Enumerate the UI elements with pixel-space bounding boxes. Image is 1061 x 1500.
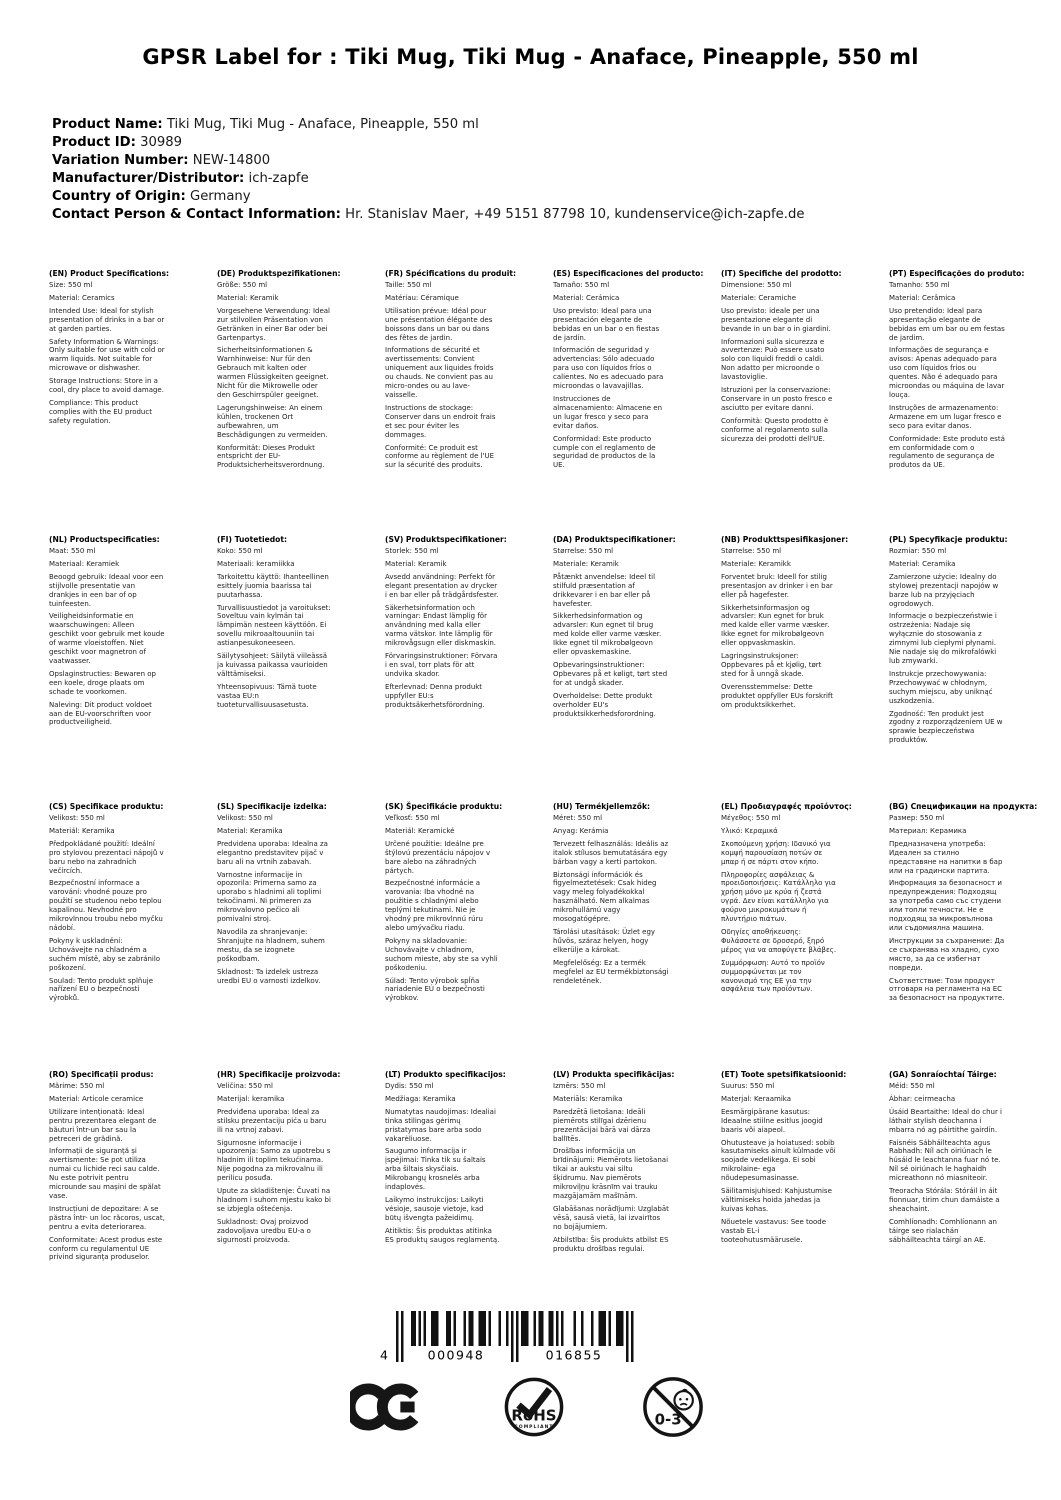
spec-section: [385, 269, 517, 535]
spec-paragraph: Upute za skladištenje: Čuvati na hladnom i suhom mjestu kako bi se izbjegla oštećenja.: [217, 1187, 331, 1213]
spec-section: [49, 269, 170, 535]
product-info-label: Country of Origin:: [52, 189, 186, 204]
spec-paragraph: Overholdelse: Dette produkt overholder EU's produktsikkerhedsforordning.: [553, 691, 656, 718]
spec-section: [217, 269, 341, 535]
product-info-value: ich-zapfe: [248, 171, 309, 186]
spec-paragraph: Materijal: keramika: [217, 1094, 285, 1103]
spec-paragraph: Materiāls: Keramika: [553, 1094, 623, 1103]
spec-paragraph: Varnostne informacije in opozorila: Primerna samo za uporabo s hladnimi ali toplimi tekočinami. Ni primeren za mikrovalovno pečico ali pomivalni stroj.: [217, 870, 322, 924]
product-info-label: Manufacturer/Distributor:: [52, 171, 245, 186]
spec-section-header: (IT) Specifiche del prodotto:: [721, 269, 842, 278]
spec-section: [721, 269, 842, 535]
spec-paragraph: Material: Ceramics: [49, 293, 115, 302]
spec-paragraph: Förvaringsinstruktioner: Förvara i en sval, torr plats för att undvika skador.: [385, 652, 498, 678]
product-info-row: [52, 170, 1061, 188]
spec-section: [217, 535, 333, 802]
product-info-row: [52, 188, 1061, 206]
spec-paragraph: Material: Keramik: [217, 293, 279, 302]
spec-paragraph: Medžiaga: Keramika: [385, 1094, 456, 1103]
spec-paragraph: Materiál: Keramika: [49, 826, 115, 835]
spec-paragraph: Opbevaringsinstruktioner: Opbevares på et køligt, tørt sted for at undgå skader.: [553, 660, 668, 687]
spec-section: [889, 802, 1038, 1070]
spec-paragraph: Faisnéis Sábháilteachta agus Rabhadh: Níl ach oiriúnach le húsáid le leachtanna fuar nó te. Níl sé oiriúnach le haghaidh micreathonn nó miasniteoir.: [889, 1138, 1001, 1183]
spec-paragraph: Οδηγίες αποθήκευσης: Φυλάσσετε σε δροσερό, ξηρό μέρος για να αποφύγετε βλάβες.: [721, 927, 837, 954]
spec-paragraph: Størrelse: 550 ml: [553, 547, 614, 555]
spec-paragraph: Izmērs: 550 ml: [553, 1082, 606, 1090]
spec-paragraph: Utilisation prévue: Idéal pour une présentation élégante des boissons dans un bar ou dans des fêtes de jardin.: [385, 306, 493, 342]
spec-paragraph: Σκοπούμενη χρήση: Ιδανικό για κομψή παρουσίαση ποτών σε μπαρ ή σε πάρτι στον κήπο.: [721, 839, 831, 866]
spec-paragraph: Conformità: Questo prodotto è conforme al regolamento sulla sicurezza dei prodotti dell'UE.: [721, 416, 829, 443]
spec-paragraph: Rozmiar: 550 ml: [889, 547, 947, 555]
spec-paragraph: Naleving: Dit product voldoet aan de EU-voorschriften voor productveiligheid.: [49, 700, 152, 727]
spec-paragraph: Eesmärgipärane kasutus: Ideaalne stiilne esitlus joogid baaris või aiapeol.: [721, 1107, 823, 1134]
spec-paragraph: Soulad: Tento produkt splňuje nařízení EU o bezpečnosti výrobků.: [49, 976, 154, 1003]
spec-paragraph: Úsáid Beartaithe: Ideal do chur i láthair stylish deochanna i mbarra nó ag páirtithe gairdín.: [889, 1107, 1002, 1134]
spec-section-header: (CS) Specifikace produktu:: [49, 802, 164, 811]
spec-paragraph: Avsedd användning: Perfekt för elegant presentation av drycker i en bar eller på trädgårdsfester.: [385, 572, 499, 599]
spec-section: [889, 535, 1008, 802]
spec-paragraph: Utilizare intenționată: Ideal pentru prezentarea elegant de băuturi într-un bar sau la petreceri de grădină.: [49, 1107, 157, 1143]
barcode-digit-prefix: 4: [380, 1347, 388, 1363]
spec-paragraph: Forventet bruk: Ideell for stilig presentasjon av drinker i en bar eller på hagefester.: [721, 572, 833, 599]
spec-paragraph: Conformitate: Acest produs este conform cu regulamentul UE privind siguranța produselor.: [49, 1235, 163, 1262]
spec-paragraph: Atitiktis: Šis produktas atitinka ES produktų saugos reglamentą.: [385, 1226, 500, 1244]
spec-paragraph: Conformidade: Este produto está em conformidade com o regulamento de segurança de produtos da UE.: [889, 434, 1005, 470]
spec-paragraph: Material: Articole ceramice: [49, 1094, 144, 1103]
product-info-row: [52, 206, 1061, 224]
spec-paragraph: Bezpečnostné informácie a varovania: Iba vhodné na použitie s chladnými alebo teplými tekutinami. Nie je vhodný pre mikrovlnnú rúru alebo umývačku riadu.: [385, 879, 483, 932]
spec-paragraph: Mărime: 550 ml: [49, 1082, 105, 1090]
spec-paragraph: Predvidena uporaba: Idealna za elegantno predstavitev pijač v baru ali na vrtnih zabavah.: [217, 839, 328, 866]
spec-paragraph: Ábhar: ceirmeacha: [889, 1094, 956, 1103]
spec-section-header: (EL) Προδιαγραφές προϊόντος:: [721, 802, 852, 811]
product-info-row: [52, 116, 1061, 134]
spec-paragraph: Συμμόρφωση: Αυτό το προϊόν συμμορφώνεται με τον κανονισμό της ΕΕ για την ασφάλεια των προϊόντων.: [721, 958, 825, 994]
spec-section: [721, 535, 849, 802]
spec-paragraph: Numatytas naudojimas: Idealiai tinka stilingas gėrimų pristatymas bare arba sodo vakarėliuose.: [385, 1107, 496, 1143]
spec-paragraph: Nõuetele vastavus: See toode vastab EL-i tooteohutusmäärusele.: [721, 1217, 827, 1244]
spec-paragraph: Informații de siguranță și avertismente: Se pot utiliza numai cu lichide reci sau calde. Nu este potrivit pentru microunde sau mașini de spălat vase.: [49, 1147, 161, 1200]
spec-section-header: (LT) Produkto specifikacijos:: [385, 1070, 506, 1079]
spec-section-header: (DA) Produktspecifikationer:: [553, 535, 676, 544]
product-info-value: Germany: [189, 189, 251, 204]
spec-paragraph: Tárolási utasítások: Üzlet egy hűvös, száraz helyen, hogy elkerülje a károkat.: [553, 927, 656, 954]
spec-section-header: (GA) Sonraíochtaí Táirge:: [889, 1070, 997, 1079]
spec-section-header: (BG) Спецификации на продукта:: [889, 802, 1038, 811]
spec-section: [385, 1070, 506, 1266]
spec-section: [49, 802, 165, 1070]
barcode-wrap: [374, 1311, 704, 1369]
product-info-label: Variation Number:: [52, 153, 189, 168]
spec-paragraph: Πληροφορίες ασφάλειας & προειδοποιήσεις: Κατάλληλο για χρήση μόνο με κρύα ή ζεστά υγρά. Δεν είναι κατάλληλο για φούρνο μικροκυμάτων ή πλυντήριο πιάτων.: [721, 870, 836, 924]
spec-paragraph: Sikkerhedsinformation og advarsler: Kun egnet til brug med kolde eller varme væsker. Ikke egnet til mikrobølgeovn eller opvaskemaskine.: [553, 612, 662, 657]
spec-paragraph: Yhteensopivuus: Tämä tuote vastaa EU:n tuoteturvallisuusasetusta.: [217, 682, 317, 709]
spec-paragraph: Instrucțiuni de depozitare: A se păstra într- un loc răcoros, uscat, pentru a evita deteriorarea.: [49, 1204, 165, 1231]
product-info-value: NEW-14800: [192, 153, 271, 168]
spec-paragraph: Comhlíonadh: Comhlíonann an táirge seo rialachán sábháilteachta táirgí an AE.: [889, 1217, 997, 1244]
spec-paragraph: Drošības informācija un brīdinājumi: Piemērots lietošanai tikai ar aukstu vai siltu šķidrumu. Nav piemērots mikroviļņu krāsnīm vai trauku mazgājamām mašīnām.: [553, 1147, 669, 1200]
product-info-value: Tiki Mug, Tiki Mug - Anaface, Pineapple, 550 ml: [166, 117, 479, 132]
spec-paragraph: Turvallisuustiedot ja varoitukset: Soveltuu vain kylmän tai lämpimän nesteen käyttöön. Ei sovellu mikroaaltouuniin tai astianpesukoneeseen.: [217, 603, 331, 648]
spec-section-header: (HR) Specifikacije proizvoda:: [217, 1070, 341, 1079]
spec-paragraph: Instructions de stockage: Conserver dans un endroit frais et sec pour éviter les dommages.: [385, 403, 496, 439]
spec-paragraph: Lagringsinstruksjoner: Oppbevares på et kjølig, tørt sted for å unngå skade.: [721, 652, 822, 678]
spec-paragraph: Material: Cerâmica: [889, 293, 956, 302]
spec-paragraph: Efterlevnad: Denna produkt uppfyller EU:s produktsäkerhetsförordning.: [385, 682, 485, 709]
spec-paragraph: Koko: 550 ml: [217, 547, 263, 555]
spec-section: [889, 269, 1025, 535]
spec-paragraph: Určené použitie: Ideálne pre štýlovú prezentáciu nápojov v bare alebo na záhradných pártych.: [385, 839, 491, 875]
spec-paragraph: Glabāšanas norādījumi: Uzglabāt vēsā, sausā vietā, lai izvairītos no bojājumiem.: [553, 1204, 669, 1231]
spec-paragraph: Säilitamisjuhised: Kahjustumise vältimiseks hoida jahedas ja kuivas kohas.: [721, 1187, 832, 1213]
spec-paragraph: Instrukcje przechowywania: Przechowywać w chłodnym, suchym miejscu, aby uniknąć uszkodzenia.: [889, 669, 993, 705]
spec-paragraph: Súlad: Tento výrobok spĺňa nariadenie EÚ o bezpečnosti výrobkov.: [385, 976, 485, 1003]
certification-marks-row: [350, 1376, 704, 1438]
barcode-digits-right: 016855: [545, 1347, 603, 1363]
spec-paragraph: Informations de sécurité et avertissements: Convient uniquement aux liquides froids ou chauds. Ne convient pas au micro-ondes ou au lave-vaisselle.: [385, 346, 494, 399]
spec-paragraph: Υλικό: Κεραμικά: [721, 826, 778, 835]
spec-paragraph: Informações de segurança e avisos: Apenas adequado para uso com líquidos frios ou quentes. Não é adequado para microondas ou máquina de lavar louça.: [889, 346, 1005, 399]
spec-paragraph: Tervezett felhasználás: Ideális az italok stílusos bemutatására egy bárban vagy a kerti partokon.: [553, 839, 669, 866]
spec-paragraph: Påtænkt anvendelse: Ideel til stilfuld præsentation af drikkevarer i en bar eller på havefester.: [553, 572, 656, 608]
spec-paragraph: Biztonsági információk és figyelmeztetések: Csak hideg vagy meleg folyadékokkal használható. Nem alkalmas mikrohullámú vagy mosogatógépre.: [553, 870, 657, 924]
spec-paragraph: Dimensione: 550 ml: [721, 281, 792, 289]
spec-paragraph: Istruzioni per la conservazione: Conservare in un posto fresco e asciutto per evitare danni.: [721, 386, 833, 412]
spec-paragraph: Intended Use: Ideal for stylish presentation of drinks in a bar or at garden parties.: [49, 306, 165, 333]
rohs-subtext: COMPLIANT: [514, 1425, 554, 1431]
spec-section-header: (SL) Specifikacije izdelka:: [217, 802, 327, 811]
spec-paragraph: Méid: 550 ml: [889, 1082, 935, 1090]
spec-paragraph: Opslaginstructies: Bewaren op een koele, droge plaats om schade te voorkomen.: [49, 669, 156, 696]
age-warning-0-3-icon: [642, 1376, 704, 1438]
spec-paragraph: Size: 550 ml: [49, 281, 93, 289]
spec-paragraph: Sukladnost: Ovaj proizvod zadovoljava uredbu EU-a o sigurnosti proizvoda.: [217, 1217, 311, 1244]
rohs-text: RoHS: [511, 1406, 557, 1425]
spec-paragraph: Uso previsto: ideale per una presentazione elegante di bevande in un bar o in giardini.: [721, 306, 831, 333]
spec-section: [721, 1070, 847, 1266]
spec-section-header: (PL) Specyfikacje produktu:: [889, 535, 1008, 544]
product-info-row: [52, 152, 1061, 170]
spec-paragraph: Vorgesehene Verwendung: Ideal zur stilvollen Präsentation von Getränken in einer Bar oder bei Gartenpartys.: [217, 306, 330, 342]
spec-section: [889, 1070, 1005, 1266]
spec-paragraph: Safety Information & Warnings: Only suitable for use with cold or warm liquids. Not suitable for microwave or dishwasher.: [49, 337, 165, 373]
spec-section: [385, 535, 507, 802]
spec-paragraph: Predviđena uporaba: Ideal za stilsku prezentaciju pića u baru ili na vrtnoj zabavi.: [217, 1107, 327, 1134]
product-info-label: Product ID:: [52, 135, 136, 150]
spec-paragraph: Dydis: 550 ml: [385, 1082, 434, 1090]
spec-paragraph: Conformité: Ce produit est conforme au règlement de l'UE sur la sécurité des produits.: [385, 443, 495, 470]
spec-section-header: (LV) Produkta specifikācijas:: [553, 1070, 675, 1079]
spec-paragraph: Инструкции за съхранение: Да се съхранява на хладно, сухо място, за да се избегнат повреди.: [889, 936, 1005, 972]
product-info-label: Contact Person & Contact Information:: [52, 207, 341, 222]
spec-section: [217, 1070, 341, 1266]
spec-section: [553, 269, 704, 535]
spec-paragraph: Información de seguridad y advertencias: Sólo adecuado para uso con líquidos fríos o calientes. No es adecuado para microondas o lavavajillas.: [553, 346, 664, 391]
spec-paragraph: Paredzētā lietošana: Ideāli piemērots stilīgai dzērienu prezentācijai bārā vai dārza ballītēs.: [553, 1107, 651, 1143]
spec-paragraph: Anyag: Kerámia: [553, 826, 609, 835]
spec-section-header: (EN) Product Specifications:: [49, 269, 170, 278]
product-info-row: [52, 134, 1061, 152]
spec-paragraph: Информация за безопасност и предупреждения: Подходящ за употреба само със студени или топли течности. Не е подходящ за микровълнова или съдомиялна машина.: [889, 879, 1002, 932]
spec-paragraph: Säkerhetsinformation och varningar: Endast lämplig för användning med kalla eller varma vätskor. Inte lämplig för mikrovågsugn eller diskmaskin.: [385, 603, 496, 648]
spec-paragraph: Tamaño: 550 ml: [553, 281, 610, 289]
language-spec-grid: [49, 269, 1061, 1266]
spec-paragraph: Размер: 550 ml: [889, 814, 945, 822]
spec-paragraph: Informazioni sulla sicurezza e avvertenze: Può essere usato solo con liquidi freddi o caldi. Non adatto per microonde o lavastoviglie.: [721, 337, 825, 382]
spec-paragraph: Conformidad: Este producto cumple con el reglamento de seguridad de productos de la UE.: [553, 434, 656, 470]
spec-paragraph: Materiale: Keramikk: [721, 559, 791, 568]
spec-paragraph: Instruções de armazenamento: Armazene em um lugar fresco e seco para evitar danos.: [889, 403, 1002, 430]
spec-section-header: (NB) Produkttspesifikasjoner:: [721, 535, 849, 544]
spec-paragraph: Предназначена употреба: Идеален за стилно представяне на напитки в бар или на градински партита.: [889, 839, 1003, 875]
spec-paragraph: Lagerungshinweise: An einem kühlen, trockenen Ort aufbewahren, um Beschädigungen zu vermeiden.: [217, 403, 328, 439]
spec-paragraph: Laikymo instrukcijos: Laikyti vėsioje, sausoje vietoje, kad būtų išvengta pažeidimų.: [385, 1195, 484, 1222]
spec-paragraph: Ohutusteave ja hoiatused: sobib kasutamiseks ainult külmade või soojade vedelikega. Ei sobi mikrolaine- ega nõudepesumasinasse.: [721, 1138, 836, 1183]
spec-paragraph: Materiał: Ceramika: [889, 559, 956, 568]
spec-paragraph: Veiligheidsinformatie en waarschuwingen: Alleen geschikt voor gebruik met koude of warme vloeistoffen. Niet geschikt voor magnetron of vaatwasser.: [49, 612, 165, 665]
spec-paragraph: Материал: Керамика: [889, 826, 967, 835]
spec-section: [49, 535, 165, 802]
spec-paragraph: Konformität: Dieses Produkt entspricht der EU-Produktsicherheitsverordnung.: [217, 443, 325, 470]
spec-paragraph: Sicherheitsinformationen & Warnhinweise: Nur für den Gebrauch mit kalten oder warmen Flüssigkeiten geeignet. Nicht für die Mikrowelle oder den Geschirrspüler geeignet.: [217, 346, 329, 399]
spec-section-header: (DE) Produktspezifikationen:: [217, 269, 341, 278]
spec-paragraph: Størrelse: 550 ml: [721, 547, 782, 555]
spec-paragraph: Treoracha Stórála: Stóráil in áit fionnuar, tirim chun damáiste a sheachaint.: [889, 1187, 1000, 1213]
spec-section: [49, 1070, 165, 1266]
spec-paragraph: Velikost: 550 ml: [217, 814, 273, 822]
spec-paragraph: Pokyny k uskladnění: Uchovávejte na chladném a suchém místě, aby se zabránilo poškození.: [49, 936, 161, 972]
spec-paragraph: Größe: 550 ml: [217, 281, 268, 289]
spec-section-header: (ET) Toote spetsifikatsioonid:: [721, 1070, 847, 1079]
page-title: GPSR Label for : Tiki Mug, Tiki Mug - Anaface, Pineapple, 550 ml: [142, 45, 919, 69]
spec-paragraph: Съответствие: Този продукт отговаря на регламента на ЕС за безопасност на продуктите.: [889, 976, 1005, 1003]
spec-section: [553, 802, 669, 1070]
spec-paragraph: Tamanho: 550 ml: [889, 281, 950, 289]
spec-section-header: (RO) Specificații produs:: [49, 1070, 154, 1079]
spec-paragraph: Atbilstība: Šis produkts atbilst ES produktu drošības regulai.: [553, 1235, 669, 1253]
spec-section: [385, 802, 501, 1070]
spec-paragraph: Bezpečnostní informace a varování: vhodné pouze pro použití se studenou nebo teplou kapalinou. Nevhodné pro mikrovlnnou troubu nebo myčku nádobí.: [49, 879, 163, 932]
product-info-label: Product Name:: [52, 117, 163, 132]
spec-paragraph: Matériau: Céramique: [385, 293, 459, 302]
spec-paragraph: Veličina: 550 ml: [217, 1082, 273, 1090]
spec-paragraph: Materiale: Keramik: [553, 559, 619, 568]
spec-paragraph: Zgodność: Ten produkt jest zgodny z rozporządzeniem UE w sprawie bezpieczeństwa produktów.: [889, 709, 1003, 745]
barcode-digits-left: 000948: [427, 1347, 485, 1363]
spec-paragraph: Materiale: Ceramiche: [721, 293, 797, 302]
spec-paragraph: Beoogd gebruik: Ideaal voor een stijlvolle presentatie van drankjes in een bar of op tuinfeesten.: [49, 572, 164, 608]
spec-section: [721, 802, 852, 1070]
spec-paragraph: Maat: 550 ml: [49, 547, 96, 555]
spec-section-header: (SV) Produktspecifikationer:: [385, 535, 507, 544]
product-info-value: Hr. Stanislav Maer, +49 5151 87798 10, kundenservice@ich-zapfe.de: [345, 207, 805, 222]
spec-section: [553, 535, 676, 802]
spec-paragraph: Navodila za shranjevanje: Shranjujte na hladnem, suhem mestu, da se izognete poškodbam.: [217, 927, 325, 963]
age-warning-text: 0-3: [654, 1410, 682, 1429]
spec-section-header: (NL) Productspecificaties:: [49, 535, 160, 544]
ean13-barcode: [374, 1311, 636, 1365]
spec-paragraph: Säilytysohjeet: Säilytä viileässä ja kuivassa paikassa vaurioiden välttämiseksi.: [217, 652, 328, 678]
spec-section-header: (FR) Spécifications du produit:: [385, 269, 517, 278]
spec-paragraph: Tarkoitettu käyttö: Ihanteellinen esittely juomia baarissa tai puutarhassa.: [217, 572, 329, 599]
spec-paragraph: Material: Cerámica: [553, 293, 620, 302]
spec-section-header: (PT) Especificações do produto:: [889, 269, 1025, 278]
spec-paragraph: Material: Keramik: [385, 559, 447, 568]
spec-paragraph: Méret: 550 ml: [553, 814, 603, 822]
spec-paragraph: Uso previsto: Ideal para una presentación elegante de bebidas en un bar o en fiestas de jardín.: [553, 306, 660, 342]
spec-paragraph: Suurus: 550 ml: [721, 1082, 775, 1090]
spec-paragraph: Storlek: 550 ml: [385, 547, 439, 555]
spec-section: [217, 802, 333, 1070]
ce-mark-icon: [350, 1380, 426, 1434]
product-info-value: 30989: [140, 135, 183, 150]
rohs-compliant-icon: [504, 1377, 564, 1437]
spec-paragraph: Instrucciones de almacenamiento: Almacene en un lugar fresco y seco para evitar daños.: [553, 394, 663, 430]
spec-paragraph: Velikost: 550 ml: [49, 814, 105, 822]
product-info-block: [52, 116, 1061, 224]
spec-paragraph: Saugumo informacija ir įspėjimai: Tinka tik su šaltais arba šiltais skysčiais. Mikrobangų krosnelės arba indaplovės.: [385, 1147, 486, 1192]
spec-paragraph: Uso pretendido: Ideal para apresentação elegante de bebidas em um bar ou em festas de jardim.: [889, 306, 1005, 342]
compliance-footer: [350, 1311, 704, 1438]
spec-paragraph: Skladnost: Ta izdelek ustreza uredbi EU o varnosti izdelkov.: [217, 967, 321, 985]
spec-section-header: (SK) Špecifikácie produktu:: [385, 802, 503, 811]
spec-paragraph: Megfelelőség: Ez a termék megfelel az EU termékbiztonsági rendeletének.: [553, 958, 669, 985]
spec-paragraph: Materjal: Keraamika: [721, 1094, 792, 1103]
spec-paragraph: Předpokládané použití: Ideální pro stylovou prezentaci nápojů v baru nebo na zahradních večírcích.: [49, 839, 164, 875]
spec-paragraph: Storage Instructions: Store in a cool, dry place to avoid damage.: [49, 377, 164, 395]
spec-paragraph: Taille: 550 ml: [385, 281, 432, 289]
spec-paragraph: Pokyny na skladovanie: Uchovávajte v chladnom, suchom mieste, aby ste sa vyhli poškodeniu.: [385, 936, 498, 972]
spec-paragraph: Veľkosť: 550 ml: [385, 814, 440, 822]
spec-section-header: (ES) Especificaciones del producto:: [553, 269, 704, 278]
spec-paragraph: Sikkerhetsinformasjon og advarsler: Kun egnet for bruk med kalde eller varme væsker. Ikke egnet for mikrobølgeovn eller oppvaskmaskin.: [721, 603, 830, 648]
spec-section-header: (FI) Tuotetiedot:: [217, 535, 288, 544]
spec-section-header: (HU) Termékjellemzők:: [553, 802, 651, 811]
spec-paragraph: Informacje o bezpieczeństwie i ostrzeżenia: Nadaje się wyłącznie do stosowania z zimnymi lub ciepłymi płynami. Nie nadaje się do mikrofalówki lub zmywarki.: [889, 612, 997, 665]
spec-paragraph: Μέγεθος: 550 ml: [721, 814, 781, 822]
spec-paragraph: Compliance: This product complies with the EU product safety regulation.: [49, 398, 152, 425]
spec-section: [553, 1070, 675, 1266]
spec-paragraph: Zamierzone użycie: Idealny do stylowej prezentacji napojów w barze lub na przyjęciach ogrodowych.: [889, 572, 999, 608]
spec-paragraph: Materiál: Keramické: [385, 826, 455, 835]
spec-paragraph: Materiaal: Keramiek: [49, 559, 120, 568]
spec-paragraph: Material: Keramika: [217, 826, 283, 835]
spec-paragraph: Sigurnosne informacije i upozorenja: Samo za upotrebu s hladnim ili toplim tekućinama. Nije pogodna za mikrovalnu ili perilicu posuđa.: [217, 1138, 331, 1183]
spec-paragraph: Overensstemmelse: Dette produktet oppfyller EUs forskrift om produktsikkerhet.: [721, 682, 834, 709]
spec-paragraph: Materiaali: keramiikka: [217, 559, 295, 568]
